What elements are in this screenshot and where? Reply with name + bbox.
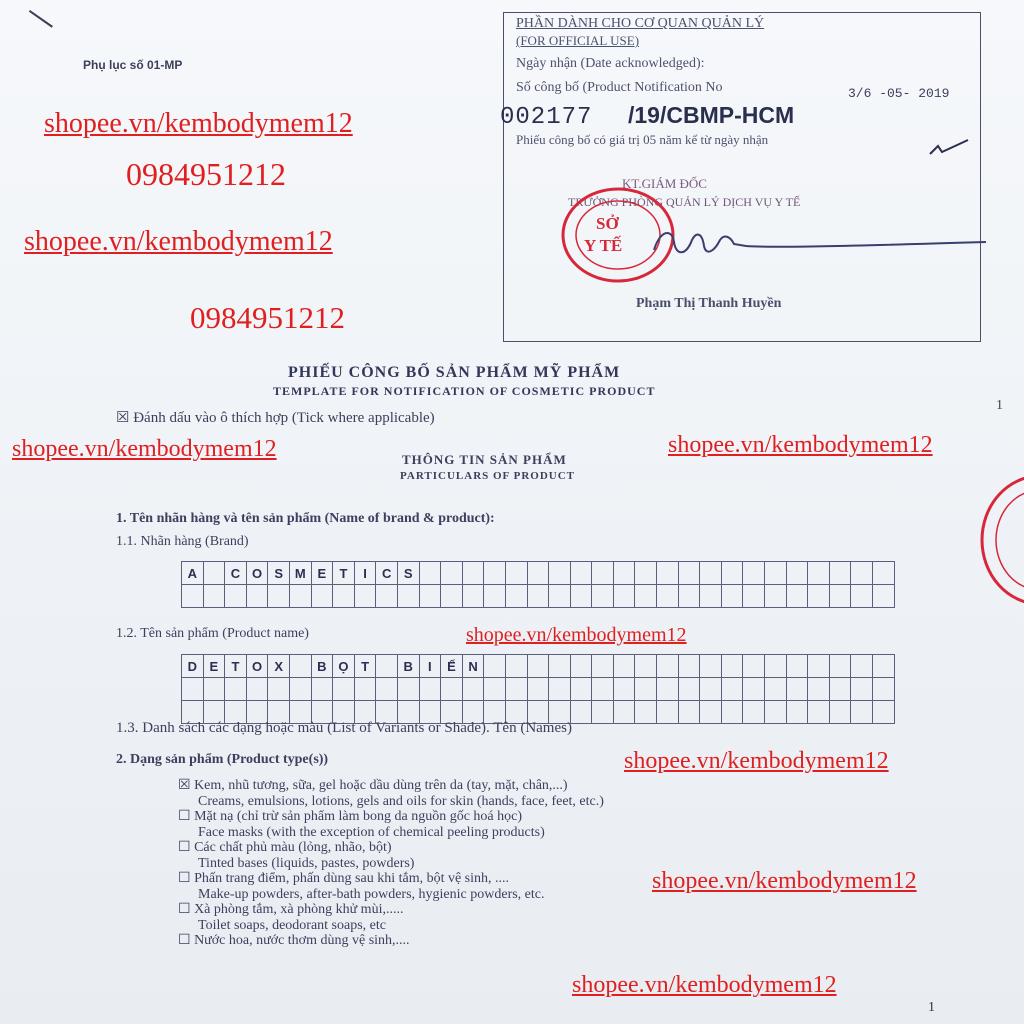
grid-cell xyxy=(376,655,398,678)
grid-cell xyxy=(635,701,657,724)
promo-shop-link[interactable]: shopee.vn/kembodymem12 xyxy=(12,436,277,462)
product-type-en: Make-up powders, after-bath powders, hygienic powders, etc. xyxy=(198,886,545,902)
partial-stamp-icon xyxy=(978,470,1024,610)
grid-cell xyxy=(397,678,419,701)
grid-cell xyxy=(613,655,635,678)
grid-cell xyxy=(441,562,463,585)
grid-cell: C xyxy=(376,562,398,585)
grid-cell: N xyxy=(462,655,484,678)
grid-cell xyxy=(376,678,398,701)
product-type-vi: Xà phòng tắm, xà phòng khử mùi,..... xyxy=(190,902,404,917)
grid-cell xyxy=(203,562,225,585)
official-title-en: (FOR OFFICIAL USE) xyxy=(516,33,640,48)
grid-cell xyxy=(829,562,851,585)
notification-number: 002177 xyxy=(500,104,593,131)
grid-cell xyxy=(289,678,311,701)
grid-cell xyxy=(333,585,355,608)
section-title-en: PARTICULARS OF PRODUCT xyxy=(400,470,576,482)
grid-cell xyxy=(808,562,830,585)
grid-cell xyxy=(657,562,679,585)
promo-shop-link[interactable]: shopee.vn/kembodymem12 xyxy=(466,624,687,646)
grid-cell xyxy=(613,701,635,724)
brand-grid-row xyxy=(182,562,895,585)
grid-cell xyxy=(246,585,268,608)
grid-cell xyxy=(851,655,873,678)
svg-text:Y TẾ: Y TẾ xyxy=(584,236,623,255)
grid-cell: D xyxy=(182,655,204,678)
grid-cell xyxy=(484,678,506,701)
grid-cell xyxy=(592,562,614,585)
grid-cell xyxy=(700,562,722,585)
grid-cell xyxy=(592,678,614,701)
product-type-vi: Mặt nạ (chỉ trừ sản phẩm làm bong da nguồn gốc hoá học) xyxy=(190,809,523,824)
grid-cell xyxy=(441,585,463,608)
grid-cell xyxy=(289,585,311,608)
brand-grid-row xyxy=(182,585,895,608)
empty-checkbox-icon[interactable]: ☐ xyxy=(178,871,191,886)
product-type-option[interactable] xyxy=(178,871,604,902)
product-grid-row xyxy=(182,678,895,701)
grid-cell xyxy=(505,562,527,585)
grid-cell xyxy=(570,585,592,608)
grid-cell xyxy=(657,678,679,701)
empty-checkbox-icon[interactable]: ☐ xyxy=(178,933,191,948)
deputy-title: KT.GIÁM ĐỐC xyxy=(622,176,707,191)
grid-cell: I xyxy=(354,562,376,585)
grid-cell: T xyxy=(225,655,247,678)
grid-cell xyxy=(311,678,333,701)
empty-checkbox-icon[interactable]: ☐ xyxy=(178,840,191,855)
grid-cell xyxy=(592,655,614,678)
product-type-option[interactable] xyxy=(178,809,604,840)
grid-cell xyxy=(289,655,311,678)
product-type-vi: Kem, nhũ tương, sữa, gel hoặc dầu dùng trên da (tay, mặt, chân,...) xyxy=(190,778,568,793)
grid-cell xyxy=(527,562,549,585)
grid-cell xyxy=(549,562,571,585)
grid-cell xyxy=(765,655,787,678)
grid-cell: O xyxy=(246,655,268,678)
grid-cell: T xyxy=(333,562,355,585)
grid-cell xyxy=(311,585,333,608)
grid-cell xyxy=(203,678,225,701)
promo-shop-link[interactable]: shopee.vn/kembodymem12 xyxy=(624,748,889,774)
grid-cell xyxy=(397,585,419,608)
grid-cell xyxy=(808,701,830,724)
question-1: 1. Tên nhãn hàng và tên sản phẩm (Name of brand & product): xyxy=(116,511,495,526)
grid-cell xyxy=(570,655,592,678)
grid-cell xyxy=(786,701,808,724)
grid-cell xyxy=(808,678,830,701)
grid-cell xyxy=(354,585,376,608)
grid-cell: S xyxy=(268,562,290,585)
grid-cell xyxy=(678,678,700,701)
grid-cell xyxy=(743,585,765,608)
grid-cell xyxy=(182,585,204,608)
grid-cell xyxy=(613,585,635,608)
promo-shop-link[interactable]: shopee.vn/kembodymem12 xyxy=(572,972,837,998)
grid-cell xyxy=(721,678,743,701)
grid-cell xyxy=(462,562,484,585)
grid-cell xyxy=(700,678,722,701)
notification-number-label: Số công bố (Product Notification No xyxy=(516,80,723,95)
grid-cell: A xyxy=(182,562,204,585)
grid-cell xyxy=(354,678,376,701)
official-title-vi: PHẦN DÀNH CHO CƠ QUAN QUẢN LÝ xyxy=(516,16,765,31)
tick-note-text: Đánh dấu vào ô thích hợp (Tick where applicable) xyxy=(133,410,435,426)
product-type-option[interactable] xyxy=(178,840,604,871)
product-grid-row xyxy=(182,655,895,678)
grid-cell xyxy=(851,562,873,585)
check-stroke-icon xyxy=(928,138,972,162)
grid-cell xyxy=(700,655,722,678)
grid-cell xyxy=(527,678,549,701)
grid-cell xyxy=(786,585,808,608)
promo-shop-link[interactable]: shopee.vn/kembodymem12 xyxy=(44,108,353,139)
grid-cell xyxy=(657,701,679,724)
grid-cell xyxy=(851,701,873,724)
grid-cell xyxy=(873,562,895,585)
grid-cell xyxy=(873,655,895,678)
grid-cell xyxy=(419,562,441,585)
grid-cell: T xyxy=(354,655,376,678)
notification-code: /19/CBMP-HCM xyxy=(628,102,795,128)
signer-name: Phạm Thị Thanh Huyền xyxy=(636,296,782,311)
checked-box-icon: ☒ xyxy=(116,410,130,426)
grid-cell xyxy=(765,701,787,724)
grid-cell xyxy=(873,701,895,724)
grid-cell: B xyxy=(311,655,333,678)
date-value: 3/6 -05- 2019 xyxy=(848,86,950,101)
question-2: 2. Dạng sản phẩm (Product type(s)) xyxy=(116,752,329,767)
grid-cell xyxy=(851,678,873,701)
product-type-en: Toilet soaps, deodorant soaps, etc xyxy=(198,917,386,933)
grid-cell xyxy=(592,585,614,608)
grid-cell xyxy=(678,701,700,724)
corner-pen-mark xyxy=(29,10,53,28)
grid-cell xyxy=(721,701,743,724)
grid-cell xyxy=(635,585,657,608)
grid-cell xyxy=(721,655,743,678)
promo-shop-link[interactable]: shopee.vn/kembodymem12 xyxy=(652,868,917,894)
question-1-2: 1.2. Tên sản phẩm (Product name) xyxy=(116,626,309,641)
promo-phone: 0984951212 xyxy=(190,300,345,335)
product-type-vi: Phấn trang điểm, phấn dùng sau khi tắm, bột vệ sinh, .... xyxy=(190,871,510,886)
grid-cell xyxy=(829,585,851,608)
margin-tick: 1 xyxy=(996,398,1003,413)
tick-note xyxy=(116,408,435,427)
grid-cell xyxy=(505,655,527,678)
grid-cell xyxy=(462,678,484,701)
grid-cell xyxy=(613,678,635,701)
grid-cell xyxy=(527,655,549,678)
product-type-list xyxy=(178,778,604,949)
grid-cell xyxy=(808,585,830,608)
grid-cell xyxy=(765,562,787,585)
grid-cell xyxy=(657,585,679,608)
section-title-vi: THÔNG TIN SẢN PHẨM xyxy=(402,452,567,467)
grid-cell: O xyxy=(246,562,268,585)
grid-cell xyxy=(765,678,787,701)
grid-cell: E xyxy=(203,655,225,678)
grid-cell xyxy=(484,562,506,585)
grid-cell xyxy=(678,655,700,678)
grid-cell xyxy=(786,655,808,678)
validity-note: Phiếu công bố có giá trị 05 năm kể từ ngày nhận xyxy=(516,132,769,147)
grid-cell xyxy=(592,701,614,724)
grid-cell: X xyxy=(268,655,290,678)
deputy-subtitle: TRƯỞNG PHÒNG QUẢN LÝ DỊCH VỤ Y TẾ xyxy=(568,195,801,209)
grid-cell: Ế xyxy=(441,655,463,678)
promo-shop-link[interactable]: shopee.vn/kembodymem12 xyxy=(668,432,933,458)
promo-phone: 0984951212 xyxy=(126,156,286,192)
grid-cell: I xyxy=(419,655,441,678)
grid-cell xyxy=(657,655,679,678)
grid-cell xyxy=(441,678,463,701)
empty-checkbox-icon[interactable]: ☐ xyxy=(178,902,191,917)
grid-cell xyxy=(829,701,851,724)
grid-cell xyxy=(743,701,765,724)
product-type-vi: Nước hoa, nước thơm dùng vệ sinh,.... xyxy=(190,933,410,948)
grid-cell xyxy=(419,585,441,608)
grid-cell: C xyxy=(225,562,247,585)
product-type-option[interactable] xyxy=(178,902,604,933)
grid-cell xyxy=(829,655,851,678)
grid-cell xyxy=(786,562,808,585)
grid-cell xyxy=(549,678,571,701)
signature-icon xyxy=(650,222,990,272)
grid-cell xyxy=(851,585,873,608)
grid-cell xyxy=(873,585,895,608)
grid-cell xyxy=(808,655,830,678)
grid-cell: S xyxy=(397,562,419,585)
grid-cell xyxy=(635,562,657,585)
grid-cell xyxy=(743,678,765,701)
grid-cell xyxy=(570,562,592,585)
grid-cell xyxy=(635,678,657,701)
grid-cell xyxy=(570,701,592,724)
grid-cell xyxy=(570,678,592,701)
grid-cell: B xyxy=(397,655,419,678)
grid-cell xyxy=(678,585,700,608)
grid-cell xyxy=(700,585,722,608)
grid-cell xyxy=(721,562,743,585)
grid-cell xyxy=(743,562,765,585)
grid-cell xyxy=(246,678,268,701)
grid-cell xyxy=(419,678,441,701)
grid-cell xyxy=(721,585,743,608)
form-title-vi: PHIẾU CÔNG BỐ SẢN PHẨM MỸ PHẨM xyxy=(288,364,621,381)
promo-shop-link[interactable]: shopee.vn/kembodymem12 xyxy=(24,226,333,257)
question-1-1: 1.1. Nhãn hàng (Brand) xyxy=(116,534,249,549)
product-type-vi: Các chất phủ màu (lỏng, nhão, bột) xyxy=(190,840,392,855)
product-type-option[interactable] xyxy=(178,778,604,809)
grid-cell xyxy=(527,585,549,608)
grid-cell xyxy=(225,585,247,608)
grid-cell xyxy=(549,585,571,608)
product-type-en: Creams, emulsions, lotions, gels and oils for skin (hands, face, feet, etc.) xyxy=(198,793,604,809)
checked-box-icon[interactable]: ☒ xyxy=(178,778,191,793)
grid-cell xyxy=(700,701,722,724)
grid-cell xyxy=(505,585,527,608)
grid-cell xyxy=(376,585,398,608)
grid-cell xyxy=(743,655,765,678)
grid-cell xyxy=(484,655,506,678)
grid-cell xyxy=(203,585,225,608)
product-type-en: Face masks (with the exception of chemical peeling products) xyxy=(198,824,545,840)
grid-cell: Ọ xyxy=(333,655,355,678)
grid-cell xyxy=(268,678,290,701)
appendix-label: Phụ lục số 01-MP xyxy=(83,58,183,72)
grid-cell: E xyxy=(311,562,333,585)
grid-cell xyxy=(182,678,204,701)
product-name-grid xyxy=(181,654,895,724)
product-type-en: Tinted bases (liquids, pastes, powders) xyxy=(198,855,415,871)
grid-cell xyxy=(678,562,700,585)
grid-cell xyxy=(873,678,895,701)
grid-cell xyxy=(635,655,657,678)
grid-cell: M xyxy=(289,562,311,585)
brand-grid xyxy=(181,561,895,608)
grid-cell xyxy=(765,585,787,608)
grid-cell xyxy=(225,678,247,701)
question-1-3: 1.3. Danh sách các dạng hoặc màu (List of Variants or Shade). Tên (Names) xyxy=(116,720,572,736)
empty-checkbox-icon[interactable]: ☐ xyxy=(178,809,191,824)
grid-cell xyxy=(484,585,506,608)
grid-cell xyxy=(333,678,355,701)
grid-cell xyxy=(613,562,635,585)
form-title-en: TEMPLATE FOR NOTIFICATION OF COSMETIC PRODUCT xyxy=(273,384,656,398)
grid-cell xyxy=(829,678,851,701)
grid-cell xyxy=(268,585,290,608)
product-type-option[interactable] xyxy=(178,933,604,949)
page-number: 1 xyxy=(928,1000,935,1015)
date-acknowledged-label: Ngày nhận (Date acknowledged): xyxy=(516,56,705,71)
grid-cell xyxy=(786,678,808,701)
grid-cell xyxy=(462,585,484,608)
grid-cell xyxy=(549,655,571,678)
svg-text:SỞ: SỞ xyxy=(596,214,619,233)
grid-cell xyxy=(505,678,527,701)
